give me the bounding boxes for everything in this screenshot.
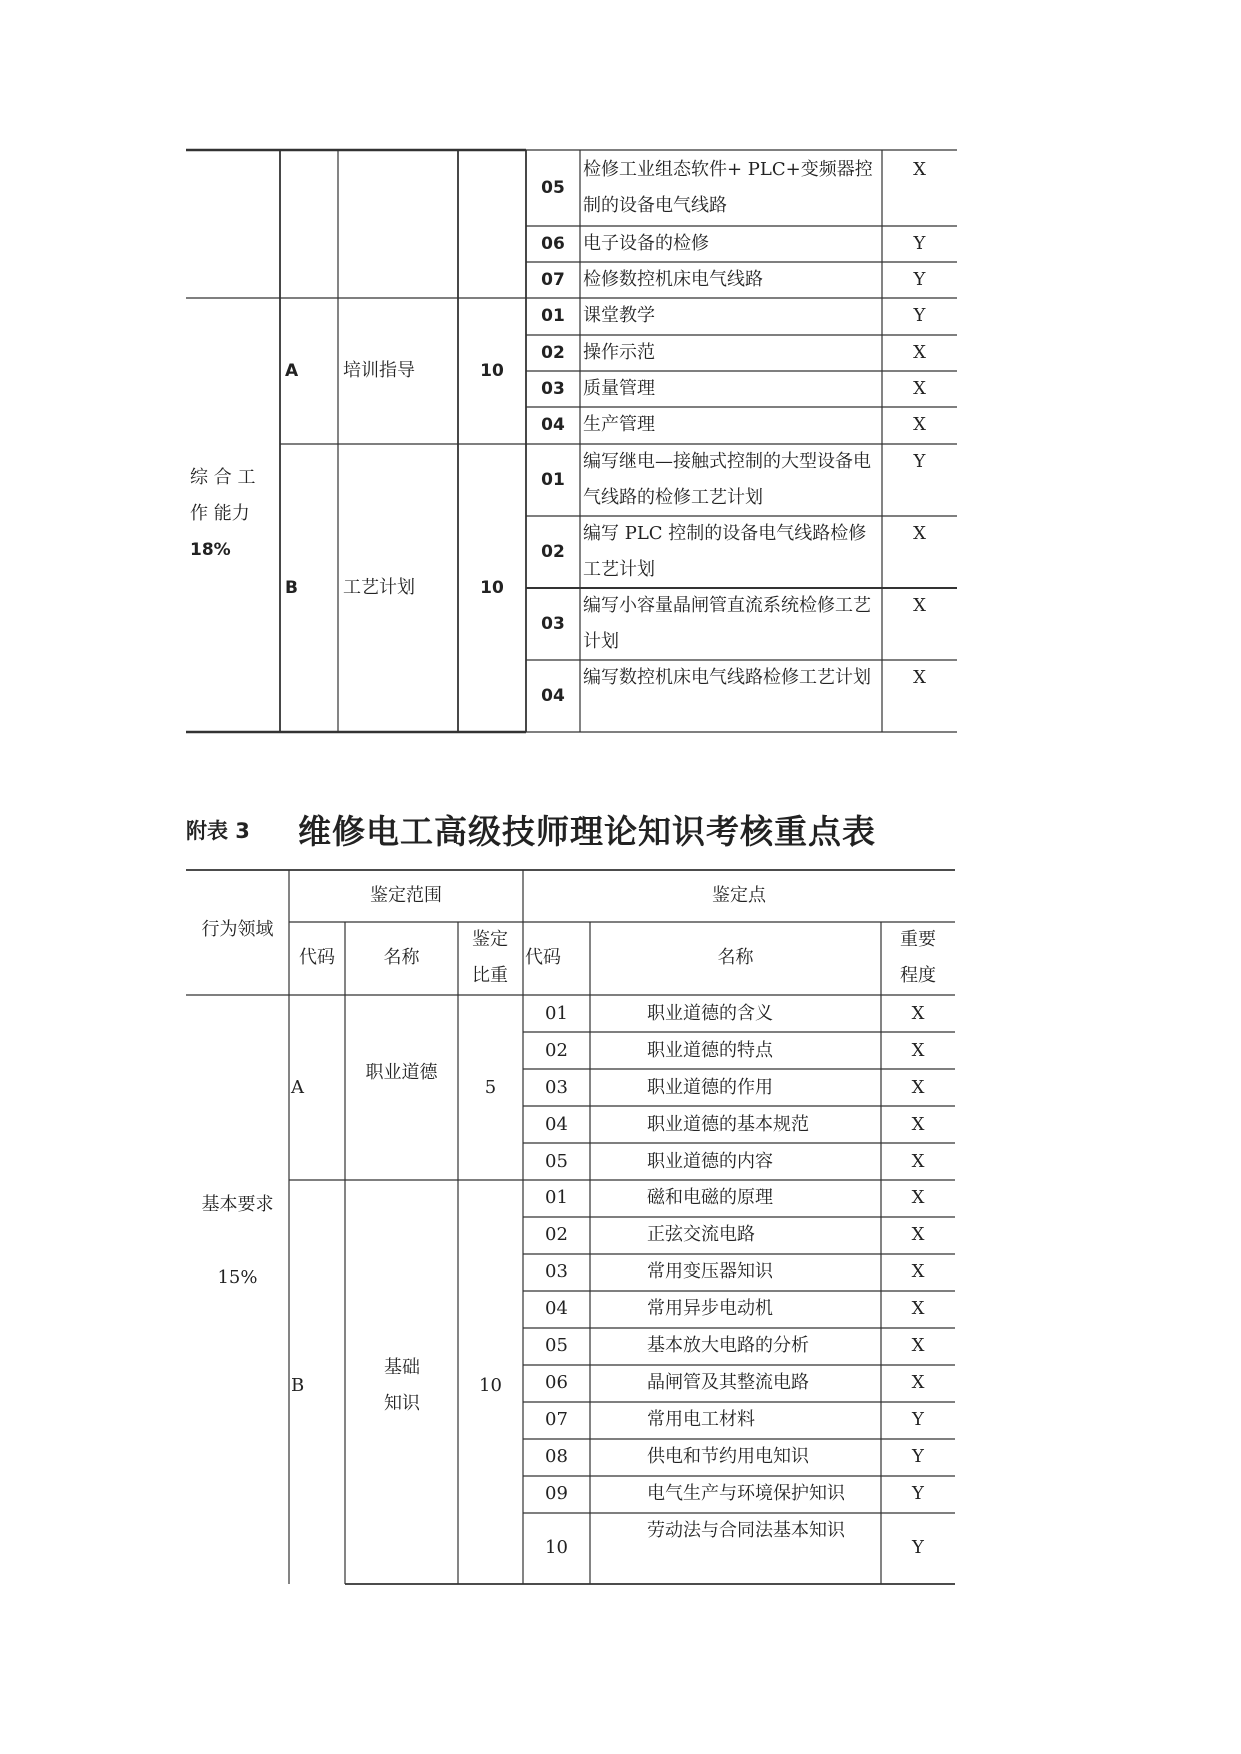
point-code: 01 <box>545 1187 568 1208</box>
point-code: 03 <box>545 1077 568 1098</box>
importance-level: X <box>911 1372 925 1393</box>
group-code: A <box>291 1077 304 1098</box>
point-code: 06 <box>545 1372 568 1393</box>
importance-level: Y <box>913 269 926 290</box>
point-name: 编写小容量晶闸管直流系统检修工艺计划 <box>583 595 871 652</box>
point-name: 职业道德的含义 <box>647 1003 773 1024</box>
point-name: 电气生产与环境保护知识 <box>647 1483 845 1504</box>
domain-weight: 15% <box>217 1267 258 1288</box>
point-code: 01 <box>541 470 565 490</box>
point-code: 02 <box>541 343 565 363</box>
header-weight: 鉴定比重 <box>472 929 508 986</box>
point-name: 正弦交流电路 <box>647 1224 755 1245</box>
point-name: 职业道德的特点 <box>647 1040 773 1061</box>
importance-level: X <box>913 414 926 435</box>
point-code: 07 <box>541 270 565 290</box>
header-code: 代码 <box>299 947 335 968</box>
point-code: 01 <box>545 1003 568 1024</box>
importance-level: X <box>913 595 926 616</box>
importance-level: X <box>911 1077 925 1098</box>
point-code: 07 <box>545 1409 568 1430</box>
point-code: 04 <box>541 415 565 435</box>
page-title: 维修电工高级技师理论知识考核重点表 <box>298 812 876 851</box>
importance-level: X <box>911 1151 925 1172</box>
group-weight: 10 <box>480 578 504 598</box>
group-weight: 10 <box>480 361 504 381</box>
point-name: 职业道德的基本规范 <box>647 1114 809 1135</box>
header-point-name: 名称 <box>717 947 754 968</box>
importance-level: X <box>911 1114 925 1135</box>
importance-level: X <box>913 523 926 544</box>
point-name: 磁和电磁的原理 <box>647 1187 773 1208</box>
importance-level: X <box>911 1224 925 1245</box>
importance-level: X <box>911 1040 925 1061</box>
point-name: 生产管理 <box>583 414 655 435</box>
point-code: 02 <box>541 542 565 562</box>
importance-level: Y <box>913 451 926 472</box>
point-name: 课堂教学 <box>583 305 655 326</box>
point-code: 08 <box>545 1446 568 1467</box>
importance-level: Y <box>912 1446 924 1467</box>
point-code: 03 <box>541 614 565 634</box>
importance-level: X <box>911 1298 925 1319</box>
point-code: 05 <box>545 1335 568 1356</box>
group-name: 培训指导 <box>343 360 415 381</box>
importance-level: Y <box>912 1409 924 1430</box>
importance-level: X <box>911 1335 925 1356</box>
importance-level: Y <box>912 1483 924 1504</box>
point-name: 晶闸管及其整流电路 <box>647 1372 809 1393</box>
point-name: 劳动法与合同法基本知识 <box>647 1520 845 1541</box>
group-name: 工艺计划 <box>343 577 415 598</box>
point-name: 基本放大电路的分析 <box>647 1335 809 1356</box>
point-name: 质量管理 <box>583 378 655 399</box>
point-code: 04 <box>545 1114 568 1135</box>
header-domain: 行为领域 <box>201 919 274 940</box>
header-points: 鉴定点 <box>712 885 766 906</box>
header-scope: 鉴定范围 <box>370 885 442 906</box>
point-name: 检修工业组态软件+ PLC+变频器控制的设备电气线路 <box>583 159 873 216</box>
point-name: 职业道德的作用 <box>647 1077 773 1098</box>
importance-level: X <box>911 1261 925 1282</box>
domain-name: 综 合 工 作 能力 <box>190 467 256 524</box>
point-name: 编写 PLC 控制的设备电气线路检修工艺计划 <box>583 523 867 580</box>
group-code: B <box>291 1375 305 1396</box>
point-code: 03 <box>541 379 565 399</box>
importance-level: X <box>913 378 926 399</box>
point-name: 编写继电—接触式控制的大型设备电气线路的检修工艺计划 <box>583 451 871 508</box>
importance-level: X <box>913 342 926 363</box>
point-code: 05 <box>541 178 565 198</box>
group-code: B <box>285 578 298 598</box>
point-code: 04 <box>541 686 565 706</box>
importance-level: X <box>913 667 926 688</box>
point-code: 02 <box>545 1040 568 1061</box>
group-code: A <box>285 361 299 381</box>
point-code: 09 <box>545 1483 568 1504</box>
point-code: 06 <box>541 234 565 254</box>
point-code: 04 <box>545 1298 568 1319</box>
point-name: 职业道德的内容 <box>647 1151 773 1172</box>
importance-level: Y <box>913 305 926 326</box>
point-code: 05 <box>545 1151 568 1172</box>
header-point-code: 代码 <box>525 947 561 968</box>
point-name: 编写数控机床电气线路检修工艺计划 <box>583 667 871 688</box>
group-weight: 10 <box>479 1375 502 1396</box>
appendix-label: 附表 3 <box>186 819 250 843</box>
domain-name: 基本要求 <box>201 1194 274 1215</box>
importance-level: Y <box>913 233 926 254</box>
point-name: 常用变压器知识 <box>647 1261 773 1282</box>
importance-level: X <box>911 1003 925 1024</box>
importance-level: X <box>913 159 926 180</box>
group-name: 职业道德 <box>365 1062 438 1083</box>
point-name: 常用电工材料 <box>647 1409 755 1430</box>
domain-weight: 18% <box>190 540 231 560</box>
point-code: 10 <box>545 1537 568 1558</box>
group-weight: 5 <box>484 1077 497 1098</box>
point-code: 02 <box>545 1224 568 1245</box>
header-name: 名称 <box>383 947 420 968</box>
point-name: 常用异步电动机 <box>647 1298 773 1319</box>
header-importance: 重要程度 <box>900 929 936 986</box>
point-name: 操作示范 <box>583 342 655 363</box>
point-code: 03 <box>545 1261 568 1282</box>
importance-level: X <box>911 1187 925 1208</box>
point-name: 电子设备的检修 <box>583 233 709 254</box>
point-name: 供电和节约用电知识 <box>647 1446 809 1467</box>
importance-level: Y <box>912 1537 924 1558</box>
group-name: 基础知识 <box>384 1357 420 1414</box>
point-name: 检修数控机床电气线路 <box>583 269 763 290</box>
point-code: 01 <box>541 306 565 326</box>
